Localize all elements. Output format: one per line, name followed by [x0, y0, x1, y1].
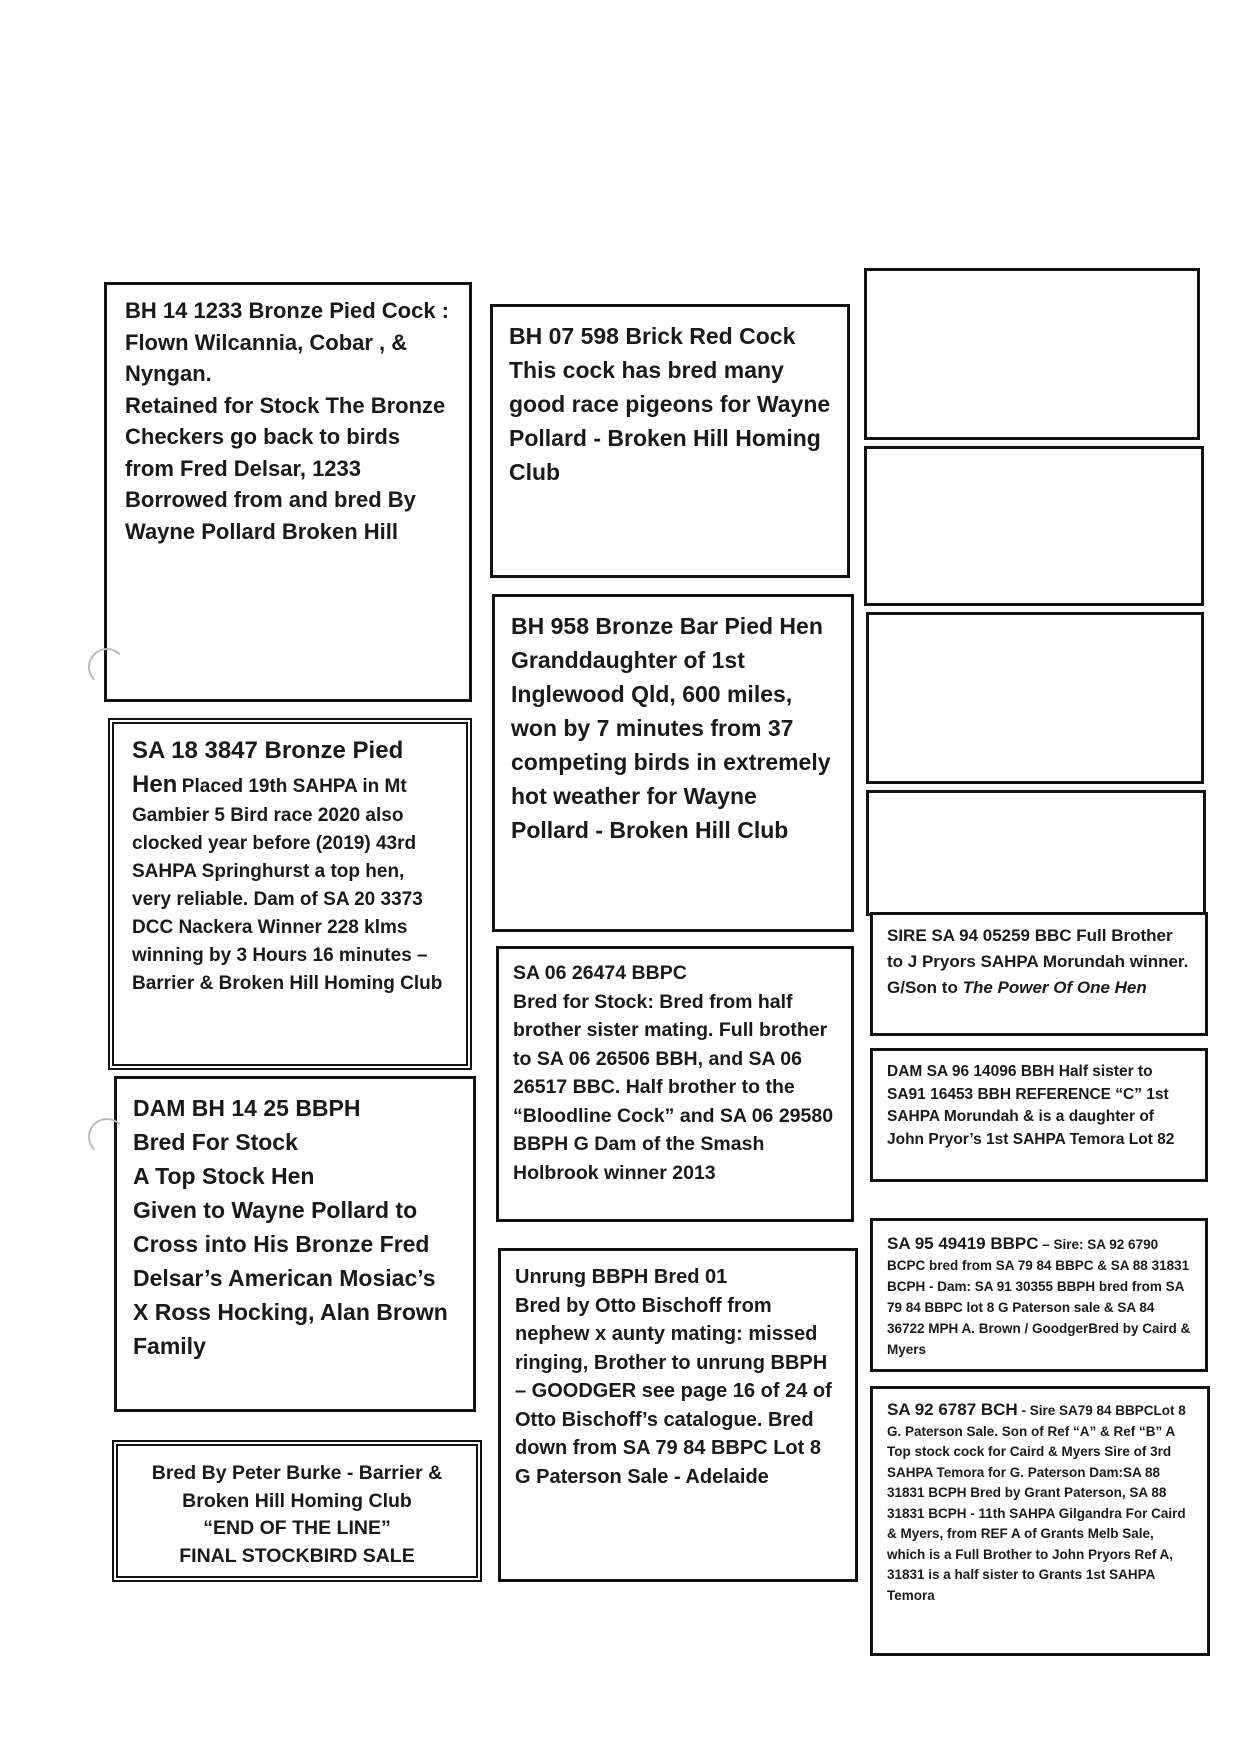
bird-card-unrung-bbph: [498, 1248, 858, 1582]
bird-card-sa-18-3847: [108, 718, 472, 1070]
bird-card-bh-958: [492, 594, 854, 932]
card-text: BH 07 598 Brick Red Cock This cock has bred many good race pigeons for Wayne Pollard - Broken Hill Homing Club: [509, 323, 831, 485]
card-body: - Sire SA79 84 BBPCLot 8 G. Paterson Sale. Son of Ref “A” & Ref “B” A Top stock cock for Caird & Myers Sire of 3rd SAHPA Temora for G. Paterson Dam:SA 88 31831 BCPH Bred by Grant Paterson, SA 88 31831 BCPH - 11th SAHPA Gilgandra For Caird & Myers, from REF A of Grants Melb Sale, which is a Full Brother to John Pryors Ref A, 31831 is a half sister to Grants 1st SAHPA Temora: [887, 1403, 1186, 1603]
card-text: DAM BH 14 25 BBPH Bred For Stock A Top Stock Hen Given to Wayne Pollard to Cross into His Bronze Fred Delsar’s American Mosiac’s X Ross Hocking, Alan Brown Family: [133, 1095, 448, 1359]
card-text: BH 14 1233 Bronze Pied Cock : Flown Wilcannia, Cobar , & Nyngan. Retained for Stock The Bronze Checkers go back to birds from Fred Delsar, 1233 Borrowed from and bred By Wayne Pollard Broken Hill: [125, 298, 450, 544]
photo-placeholder-2: [864, 446, 1204, 606]
hole-punch-mark-bottom: [88, 1118, 126, 1156]
card-title: SA 92 6787 BCH: [887, 1400, 1018, 1419]
dam-card-sa-96-14096: [870, 1048, 1208, 1182]
card-text: Unrung BBPH Bred 01 Bred by Otto Bischoff from nephew x aunty mating: missed ringing, Brother to unrung BBPH – GOODGER see page 16 of 24 of Otto Bischoff’s catalogue. Bred down from SA 79 84 BBPC Lot 8 G Paterson Sale - Adelaide: [515, 1266, 832, 1488]
photo-placeholder-1: [864, 268, 1200, 440]
card-title: SA 18 3847 Bronze Pied: [132, 737, 404, 764]
card-text: BH 958 Bronze Bar Pied Hen Granddaughter of 1st Inglewood Qld, 600 miles, won by 7 minutes from 37 competing birds in extremely hot weather for Wayne Pollard - Broken Hill Club: [511, 613, 831, 843]
bird-card-sa-92-6787: [870, 1386, 1210, 1656]
photo-placeholder-3: [866, 612, 1204, 784]
hole-punch-mark-top: [88, 648, 126, 686]
sire-italic-text: The Power Of One Hen: [962, 978, 1147, 997]
footer-text: Bred By Peter Burke - Barrier & Broken Hill Homing Club “END OF THE LINE” FINAL STOCKBIRD SALE: [151, 1462, 443, 1567]
card-title: SA 95 49419 BBPC: [887, 1234, 1039, 1253]
dam-text: DAM SA 96 14096 BBH Half sister to SA91 16453 BBH REFERENCE “C” 1st SAHPA Morundah & is a daughter of John Pryor’s 1st SAHPA Temora Lot 82: [887, 1063, 1175, 1148]
photo-placeholder-4: [866, 790, 1206, 916]
bird-card-sa-06-26474: [496, 946, 854, 1222]
bird-card-bh-14-1233: [104, 282, 472, 702]
card-body: – Sire: SA 92 6790 BCPC bred from SA 79 84 BBPC & SA 88 31831 BCPH - Dam: SA 91 30355 BBPH bred from SA 79 84 BBPC lot 8 G Paterson sale & SA 84 36722 MPH A. Brown / GoodgerBred by Caird & Myers: [887, 1237, 1191, 1357]
card-body: Placed 19th SAHPA in Mt Gambier 5 Bird race 2020 also clocked year before (2019) 43rd SAHPA Springhurst a top hen, very reliable. Dam of SA 20 3373 DCC Nackera Winner 228 klms winning by 3 Hours 16 minutes – Barrier & Broken Hill Homing Club: [132, 776, 443, 994]
bird-card-sa-95-49419: [870, 1218, 1208, 1372]
card-hen-word: Hen: [132, 771, 178, 798]
card-text: SA 06 26474 BBPC Bred for Stock: Bred from half brother sister mating. Full brother to SA 06 26506 BBH, and SA 06 26517 BBC. Half brother to the “Bloodline Cock” and SA 06 29580 BBPH G Dam of the Smash Holbrook winner 2013: [513, 962, 834, 1184]
sire-text: SIRE SA 94 05259 BBC Full Brother to J Pryors SAHPA Morundah winner. G/Son to: [887, 926, 1189, 997]
bird-card-bh-07-598: [490, 304, 850, 578]
sire-card-sa-94-05259: [870, 912, 1208, 1036]
bird-card-dam-bh-14-25: [114, 1076, 476, 1412]
breeder-footer-box: [112, 1440, 482, 1582]
